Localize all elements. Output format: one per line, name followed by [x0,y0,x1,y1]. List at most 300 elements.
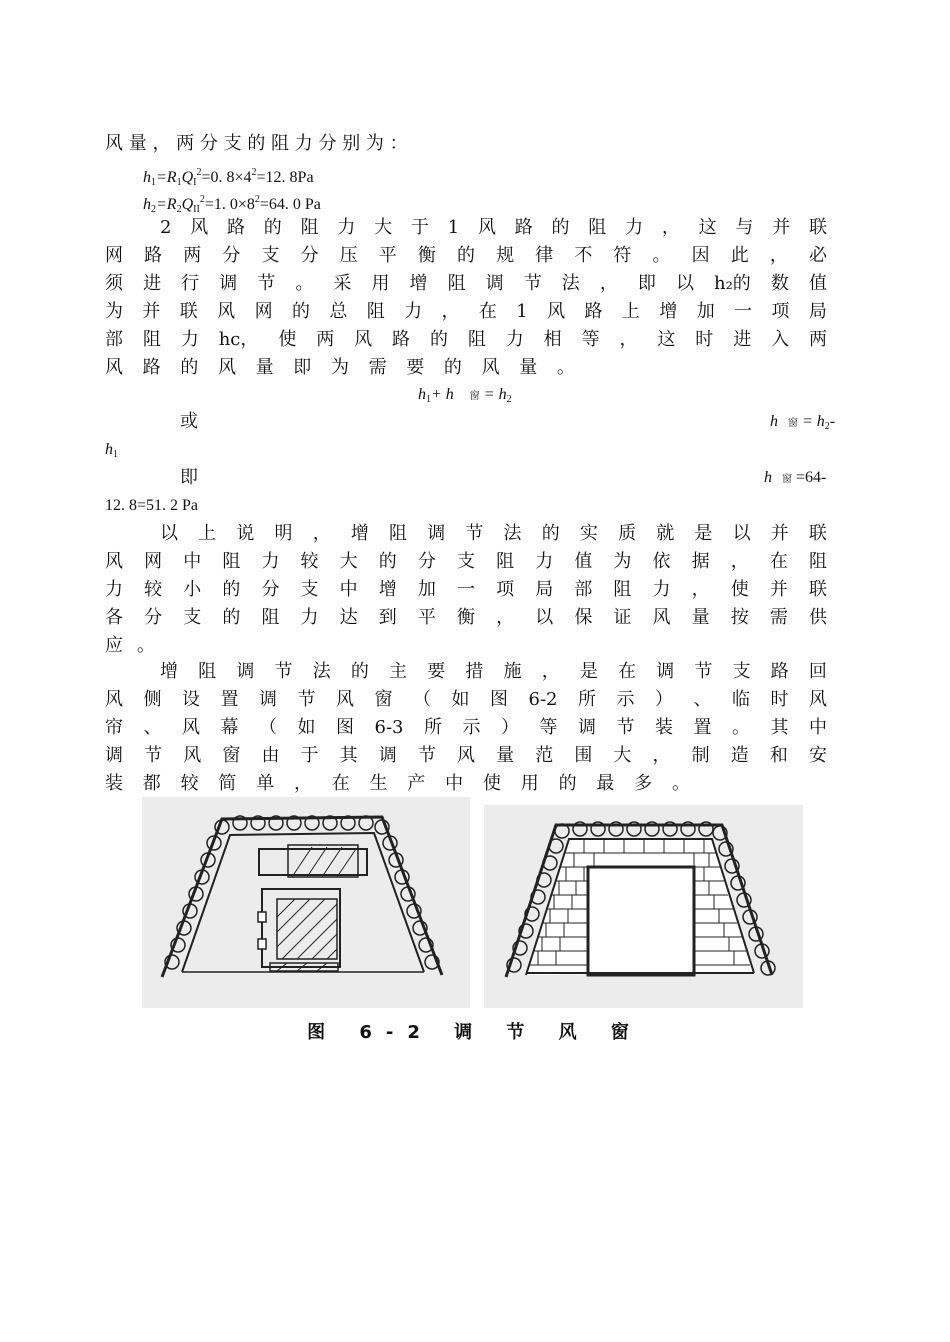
text-char: 使 [278,329,297,350]
text-char: 这 [698,217,717,238]
text-char: 与 [735,217,754,238]
text-char: 联 [808,217,827,238]
text-char: 的 [456,245,475,266]
text-char: 风 [105,689,123,710]
formula-symbol: Q [181,169,194,186]
text-char: 装 [655,717,673,738]
text-char: 。 [732,717,750,738]
text-char: 这 [657,329,676,350]
text-line [105,604,827,632]
text-char: 阻 [447,273,466,294]
text-char: 的 [558,773,577,794]
text-char: 大 [374,217,393,238]
text-char: 阻 [261,607,280,628]
text-line [105,686,827,714]
text-char: 据 [691,551,710,572]
text-char: ， [619,329,638,350]
text-char: 路 [514,217,533,238]
text-line [160,214,827,242]
text-char: 节 [616,717,635,738]
formula-sub: 2 [151,204,156,215]
text-char: 阻 [808,551,827,572]
text-char: 此 [730,245,749,266]
text-char: 风 [182,717,200,738]
text-char: 小 [183,579,202,600]
text-char: ） [655,689,673,710]
text-char: 、 [143,717,162,738]
text-char: 必 [808,245,827,266]
text-char: 达 [339,607,358,628]
text-char: 并 [769,579,788,600]
text-char: 调 [578,717,596,738]
text-char: 帘 [105,717,123,738]
equation-3 [764,467,826,491]
text-char: 相 [543,329,562,350]
text-char: 是 [579,661,598,682]
text-run: 风 量 ， 两 分 支 的 阻 力 分 别 为 ： [105,133,408,154]
text-char: ， [599,273,618,294]
text-char: 并 [772,217,791,238]
text-char: 2 [160,217,172,238]
text-char: 的 [551,217,570,238]
text-char: 其 [339,745,358,766]
formula-sup: 2 [199,194,205,205]
text-char: 调 [485,273,504,294]
formula-sub: 1 [151,177,156,188]
text-char: 围 [574,745,593,766]
text-char: 因 [691,245,710,266]
text-char: 在 [331,773,350,794]
text-char: 较 [300,551,319,572]
text-char: 。 [671,773,690,794]
text-char: 中 [809,717,827,738]
text-char: 大 [339,551,358,572]
text-char: 窗 [374,689,393,710]
text-char: 部 [574,579,593,600]
text-char: 法 [312,661,331,682]
text-char: 阻 [222,551,241,572]
text-char: 阻 [198,661,217,682]
text-char: 节 [297,689,316,710]
text-char: 需 [368,357,387,378]
brick-opening-illustration [484,805,803,1008]
text-char: 较 [144,579,163,600]
text-char: 阻 [467,329,486,350]
text-char: ， [541,661,560,682]
text-char: 网 [254,301,273,322]
text-char: 阻 [142,329,161,350]
text-char: 需 [769,607,788,628]
equation-3-cont: 12. 8=51. 2 Pa [105,497,199,514]
text-line [160,520,827,548]
text-char: 的 [291,301,310,322]
text-char: 力 [535,551,554,572]
text-char: 节 [523,273,542,294]
text-char: 节 [144,745,163,766]
text-char: 幕 [220,717,239,738]
text-char: 风 [547,301,566,322]
text-char: 联 [179,301,198,322]
text-char: 支 [183,607,202,628]
text-char: 在 [478,301,497,322]
text-char: 路 [142,357,161,378]
text-char: 要 [427,661,446,682]
text-char: 增 [160,661,178,682]
text-char: 风 [105,551,123,572]
text-char: 。 [295,273,314,294]
text-char: 。 [137,635,155,656]
text-char: 用 [520,773,539,794]
text-char: ， [769,245,788,266]
text-char: 调 [427,523,446,544]
text-char: 局 [808,301,827,322]
text-char: 联 [808,579,827,600]
text-char: 1 [447,217,460,238]
text-char: 阻 [613,579,632,600]
formula-sub: 1 [113,449,118,460]
text-char: 分 [417,551,436,572]
text-line [105,548,827,576]
text-char: 路 [144,245,163,266]
text-char: 为 [613,551,632,572]
text-char: 中 [445,773,464,794]
text-char: 力 [180,329,199,350]
text-char: 进 [143,273,162,294]
text-char: 是 [694,523,713,544]
figure-regulator-window [142,797,470,1008]
formula-sup: 2 [251,167,257,178]
text-char: 临 [732,689,750,710]
text-char: 最 [596,773,615,794]
text-char: 增 [409,273,428,294]
text-char: 力 [300,607,319,628]
text-char: hc， [218,329,259,350]
formula-symbol: = h [479,386,507,403]
regulator-window-illustration [142,797,470,1008]
text-char: 在 [618,661,637,682]
equation-1 [418,384,512,411]
text-char: 部 [105,329,123,350]
formula-sub: 2 [176,204,182,215]
text-char: 路 [770,661,789,682]
text-char: 多 [634,773,653,794]
text-char: 一 [456,579,475,600]
text-char: 中 [183,551,202,572]
text-line [105,130,575,158]
text-char: 所 [424,717,442,738]
text-char: 力 [404,301,423,322]
text-char: 量 [496,745,515,766]
text-char: 上 [198,523,217,544]
text-char: 较 [180,773,199,794]
text-char: 主 [389,661,408,682]
text-char: 值 [574,551,593,572]
text-ji: 即 [180,467,198,487]
text-char: 依 [652,551,671,572]
text-char: 节 [274,661,293,682]
text-char: ， [496,607,515,628]
text-char: 如 [451,689,470,710]
formula-sup: 2 [196,167,202,178]
text-char: 阻 [389,523,408,544]
text-char: 以 [732,523,751,544]
text-char: 平 [378,245,397,266]
text-char: （ [413,689,431,710]
formula-text: =0. 8×4 [201,169,252,186]
text-char: ， [293,773,312,794]
text-char: 产 [407,773,426,794]
text-char: 时 [695,329,714,350]
text-char: 简 [218,773,237,794]
text-char: 实 [579,523,598,544]
text-char: 风 [652,607,671,628]
text-char: 路 [392,329,411,350]
formula-sub-cn: 窗 [782,474,792,485]
text-line [105,576,827,604]
text-char: 置 [693,717,712,738]
text-char: 风 [183,745,202,766]
formula-sub: 1 [176,177,182,188]
formula-sub-cn: 窗 [788,418,798,429]
text-char: 加 [417,579,436,600]
text-char: 窗 [222,745,241,766]
text-char: 法 [561,273,580,294]
text-char: 量 [519,357,538,378]
text-char: 风 [190,217,209,238]
text-char: 供 [808,607,827,628]
text-char: 加 [696,301,715,322]
text-char: 应 [105,635,123,656]
text-char: 支 [261,245,280,266]
text-char: 质 [618,523,637,544]
text-char: 的 [222,579,241,600]
text-char: 量 [255,357,274,378]
text-char: 符 [613,245,632,266]
text-char: 节 [465,523,484,544]
text-char: 风 [217,301,236,322]
text-line [105,326,827,354]
formula-sub: II [193,204,200,215]
text-char: 证 [613,607,632,628]
text-char: 中 [339,579,358,600]
formula-symbol: =R [156,196,177,213]
text-char: 调 [236,661,255,682]
text-line [105,632,155,660]
formula-text: =1. 0×8 [204,196,255,213]
text-char: 使 [730,579,749,600]
text-char: 置 [220,689,239,710]
text-char: 由 [261,745,280,766]
text-char: 设 [182,689,200,710]
text-char: 风 [354,329,373,350]
text-char: ， [730,551,749,572]
text-char: 说 [236,523,255,544]
text-char: 两 [316,329,335,350]
text-line [105,714,827,742]
text-char: 以 [675,273,694,294]
text-char: 值 [808,273,827,294]
text-char: 网 [144,551,163,572]
text-char: 支 [300,579,319,600]
text-char: 的 [222,607,241,628]
text-char: 风 [481,357,500,378]
text-char: 的 [541,523,560,544]
text-char: 到 [378,607,397,628]
text-char: 于 [300,745,319,766]
text-char: ， [652,745,671,766]
text-line [105,354,575,382]
text-char: 1 [516,301,528,322]
text-char: 节 [694,661,713,682]
formula-sub: 2 [824,421,830,432]
text-char: 。 [652,245,671,266]
text-char: 其 [770,717,789,738]
text-char: 分 [144,607,163,628]
text-char: 为 [330,357,349,378]
formula-symbol: h [105,441,113,458]
text-char: 阻 [366,301,385,322]
text-char: 量 [691,607,710,628]
text-char: 的 [180,357,199,378]
text-char: 示 [462,717,481,738]
formula-symbol: h [764,469,772,486]
text-char: 即 [293,357,312,378]
text-char: 支 [732,661,751,682]
text-line [105,298,827,326]
text-char: 用 [371,273,390,294]
formula-sup: 2 [254,194,260,205]
formula-text: =64. 0 Pa [259,196,321,213]
text-char: 的 [350,661,369,682]
text-char: 项 [771,301,790,322]
formula-symbol: + h [431,386,454,403]
text-char: 不 [574,245,593,266]
text-char: 力 [505,329,524,350]
text-char: 措 [465,661,484,682]
text-char: 规 [496,245,515,266]
text-char: 造 [730,745,749,766]
text-char: 阻 [496,551,515,572]
text-char: ） [501,717,519,738]
text-char: 风 [217,357,236,378]
text-char: 衡 [456,607,475,628]
text-char: 使 [482,773,501,794]
text-char: 大 [613,745,632,766]
text-char: 、 [693,689,712,710]
text-char: 保 [574,607,593,628]
text-char: 行 [181,273,200,294]
text-char: 节 [417,745,436,766]
text-char: 等 [581,329,600,350]
text-line [160,658,827,686]
formula-sub: 2 [506,394,512,405]
formula-symbol: h [770,413,778,430]
text-char: 要 [406,357,425,378]
text-char: 风 [336,689,354,710]
formula-symbol: Q [181,196,194,213]
text-char: 局 [535,579,554,600]
formula-symbol: h [418,386,426,403]
formula-symbol: h [143,169,151,186]
text-char: 6-3 [374,717,404,738]
text-char: 并 [770,523,789,544]
text-char: 压 [339,245,358,266]
text-char: 风 [477,217,496,238]
text-char: 风 [456,745,475,766]
text-char: 阻 [588,217,607,238]
text-char: 风 [809,689,827,710]
text-line [105,742,827,770]
text-char: 并 [142,301,161,322]
text-char: 入 [771,329,790,350]
text-char: 和 [769,745,788,766]
text-char: 路 [584,301,603,322]
text-char: 装 [105,773,123,794]
text-char: ， [441,301,460,322]
text-char: 路 [227,217,246,238]
text-char: 分 [261,579,280,600]
text-char: 安 [808,745,827,766]
text-char: 侧 [143,689,162,710]
text-char: 时 [770,689,789,710]
formula-text: =12. 8Pa [256,169,314,186]
text-char: 阻 [300,217,319,238]
text-char: （ [259,717,277,738]
text-char: 的 [263,217,282,238]
text-char: 律 [535,245,554,266]
text-char: 网 [105,245,123,266]
text-char: ， [691,579,710,600]
text-char: 增 [350,523,369,544]
text-char: 增 [378,579,397,600]
text-char: 平 [417,607,436,628]
text-char: 都 [142,773,161,794]
text-char: 制 [691,745,710,766]
text-char: 支 [456,551,475,572]
text-char: 调 [219,273,238,294]
text-char: 图 [336,717,354,738]
text-char: 力 [337,217,356,238]
text-char: 力 [261,551,280,572]
text-char: 以 [160,523,178,544]
text-char: 生 [369,773,388,794]
text-char: 的 [443,357,462,378]
formula-sub: I [193,177,197,188]
text-char: 按 [730,607,749,628]
text-char: 就 [656,523,675,544]
text-char: 须 [105,273,123,294]
text-char: 如 [297,717,316,738]
text-char: 即 [637,273,656,294]
text-line [105,242,827,270]
text-char: 两 [183,245,202,266]
text-char: 为 [105,301,123,322]
text-char: 施 [503,661,522,682]
equation-2-cont [105,439,118,466]
formula-symbol: =R [156,169,177,186]
text-char: 单 [256,773,275,794]
text-char: 于 [410,217,429,238]
figure-caption: 图 6-2 调 节 风 窗 [307,1022,643,1043]
text-char: 联 [808,523,827,544]
text-char: 力 [625,217,644,238]
equation-2 [770,411,835,438]
formula-text: =64- [792,469,827,486]
formula-symbol: h [143,196,151,213]
text-char: 采 [333,273,352,294]
text-char: 数 [770,273,789,294]
text-char: 明 [274,523,293,544]
